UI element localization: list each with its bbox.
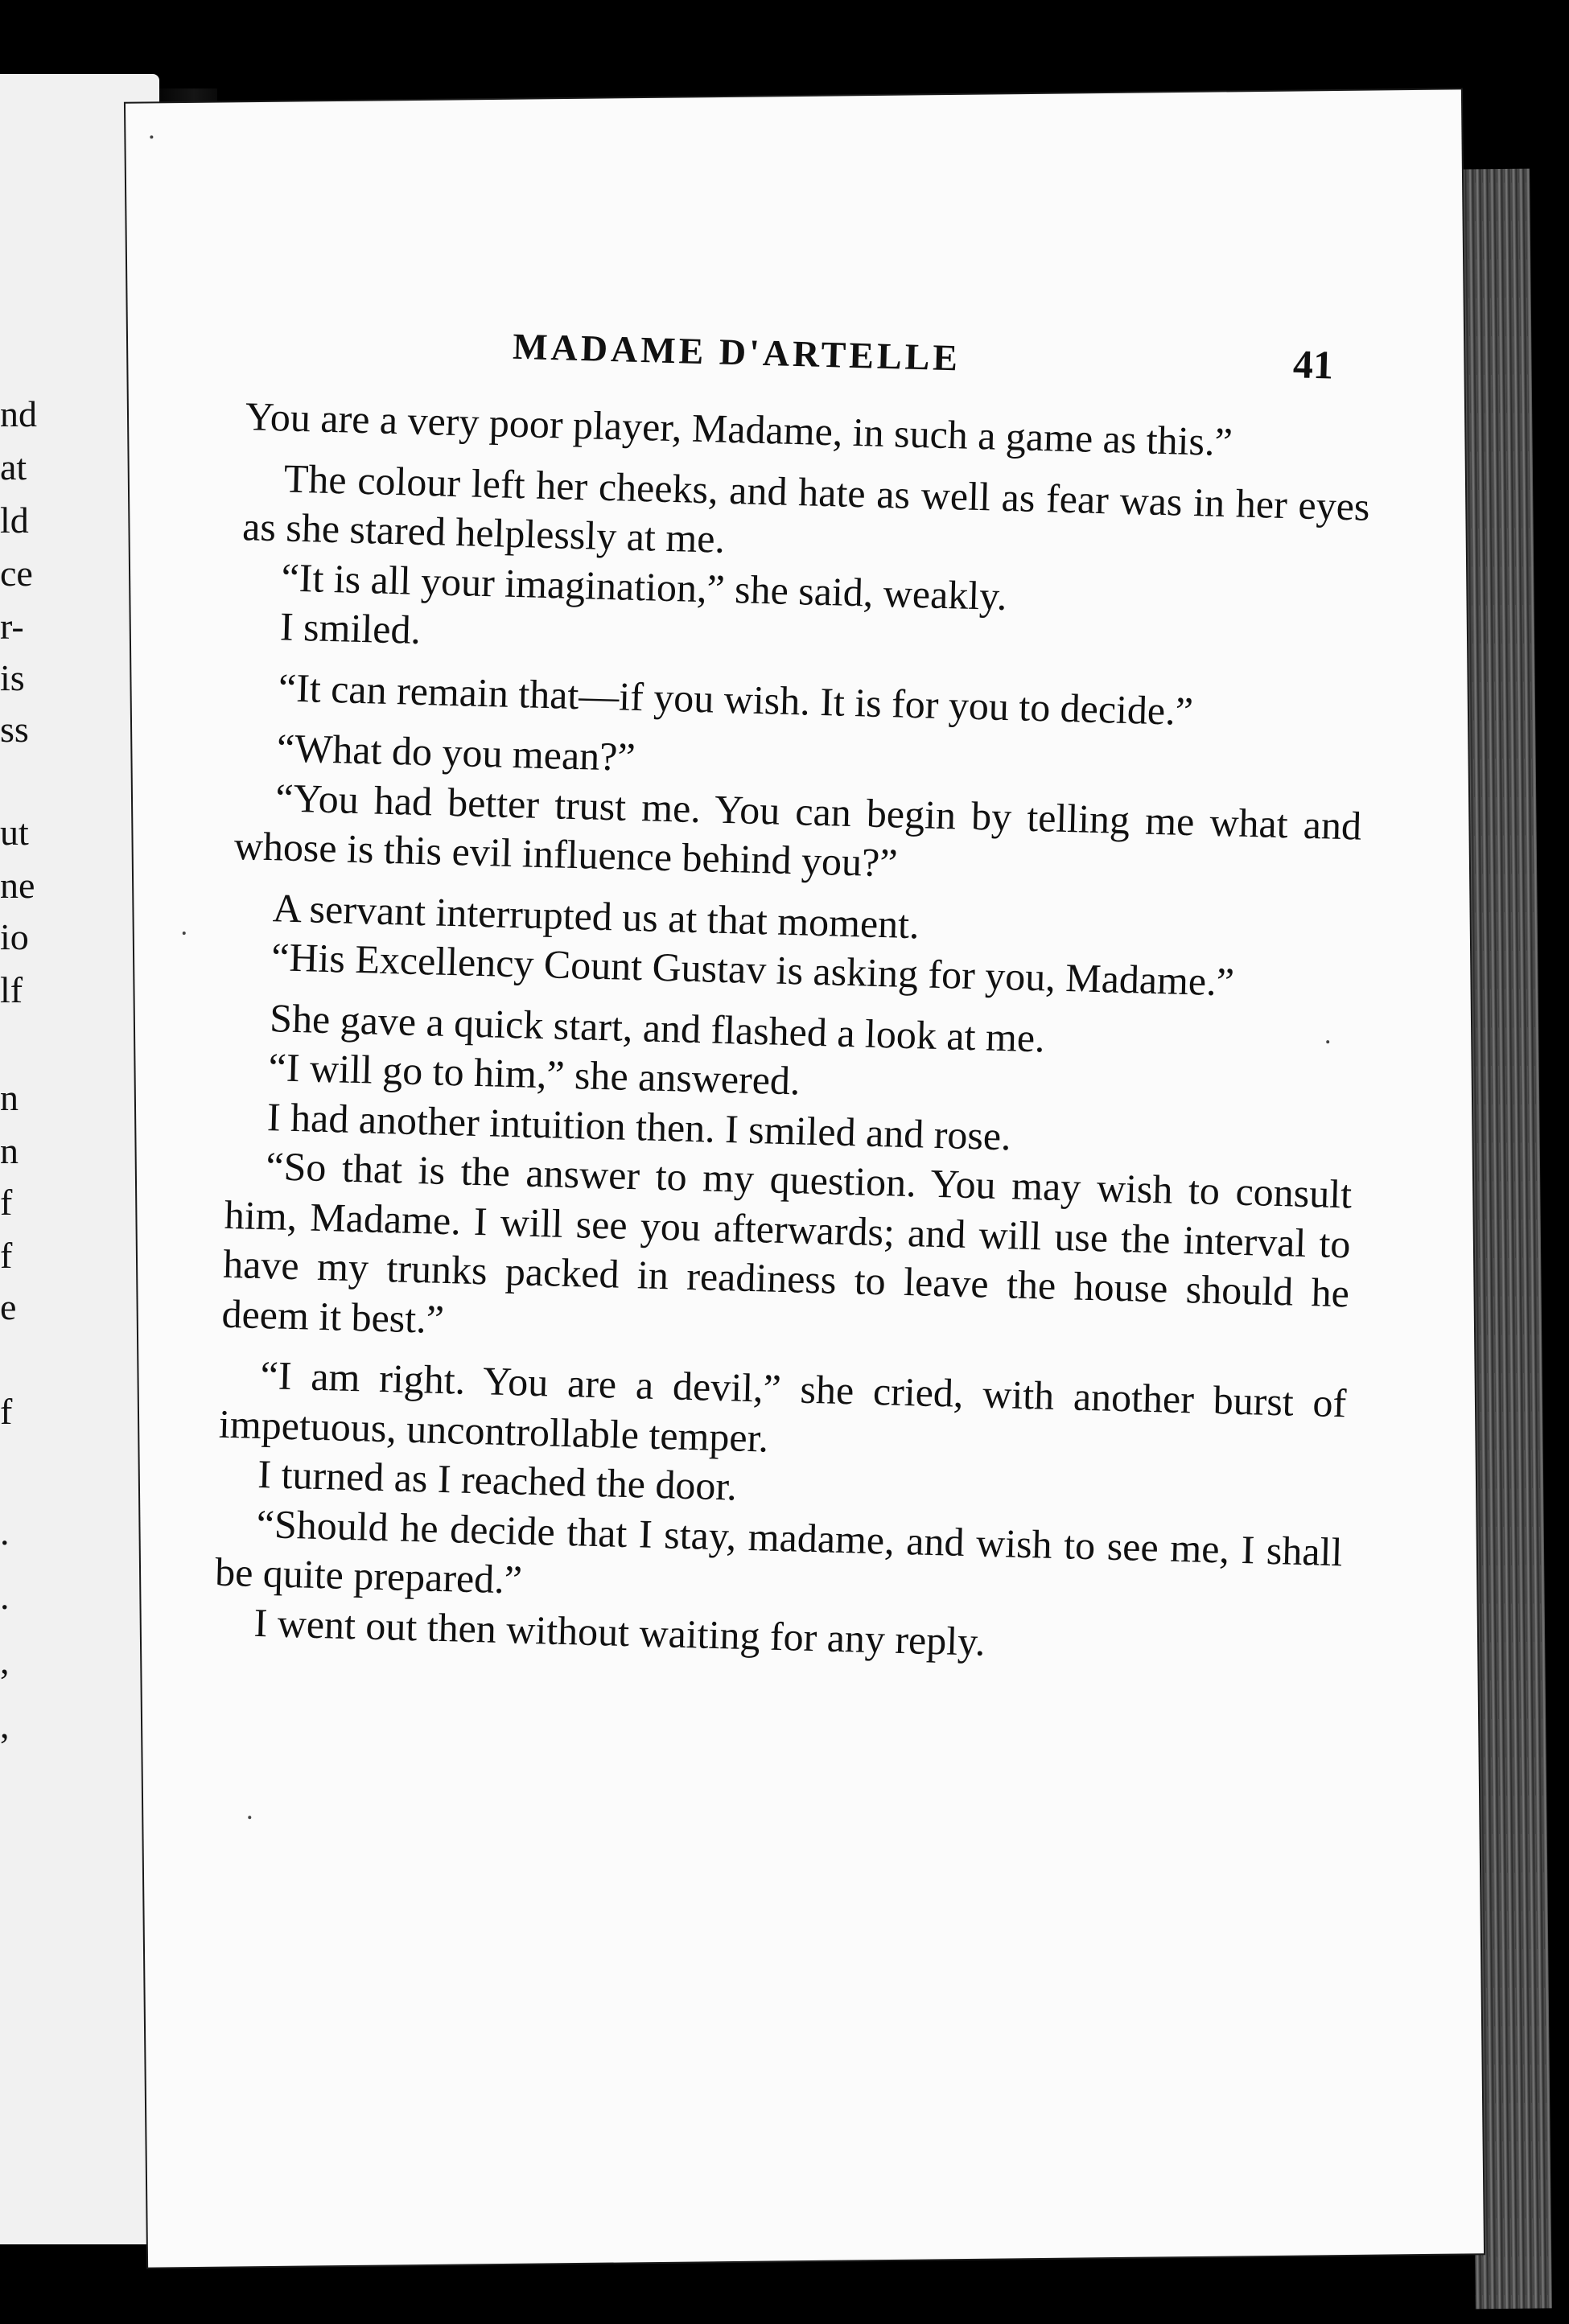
- paragraph: The colour left her cheeks, and hate as well as fear was in her eyes as she stared helplessly at me.: [241, 455, 1371, 561]
- previous-page-fragment: ,: [0, 1640, 10, 1681]
- previous-page-fragment: is: [0, 657, 25, 698]
- previous-page-fragment: ss: [0, 709, 29, 750]
- paragraph: “You had better trust me. You can begin by telling me what and whose is this evil influence behind you?”: [233, 774, 1362, 886]
- paragraph: A servant interrupted us at that moment.: [272, 884, 920, 947]
- previous-page-fragment: r-: [0, 606, 24, 647]
- paragraph: “I am right. You are a devil,” she cried, with another burst of impetuous, uncontrollable temper.: [218, 1352, 1347, 1461]
- previous-page-fragment: f: [0, 1391, 13, 1432]
- paragraph: I had another intuition then. I smiled and rose.: [266, 1093, 1012, 1158]
- page-text-block: [213, 303, 1374, 1676]
- scan-speck: [1326, 1040, 1329, 1043]
- previous-page-fragment: n: [0, 1130, 19, 1171]
- paragraph: “It is all your imagination,” she said, weakly.: [280, 553, 1008, 619]
- paragraph: I turned as I reached the door.: [257, 1451, 738, 1509]
- paragraph: “Should he decide that I stay, madame, and wish to see me, I shall be quite prepared.”: [214, 1500, 1344, 1602]
- paragraph: You are a very poor player, Madame, in such a game as this.”: [245, 393, 1233, 465]
- previous-page-fragment: ,: [0, 1705, 10, 1746]
- previous-page-fragment: e: [0, 1286, 17, 1327]
- book-page: [126, 89, 1484, 2267]
- paragraph: “I will go to him,” she answered.: [268, 1044, 801, 1104]
- page-number: 41: [1292, 341, 1334, 388]
- paragraph: “What do you mean?”: [276, 725, 636, 779]
- previous-page-fragment: at: [0, 446, 27, 487]
- previous-page-fragment: f: [0, 1235, 13, 1276]
- previous-page-fragment: ce: [0, 553, 33, 594]
- paragraph: “So that is the answer to my question. You may wish to consult him, Madame. I will see you afterwards; and will use the interval to have my trunks packed in readiness to leave the house should he deem it best.”: [220, 1143, 1353, 1342]
- previous-page-fragment: ut: [0, 812, 29, 853]
- scan-speck: [248, 1816, 251, 1819]
- paragraph: I went out then without waiting for any reply.: [253, 1599, 986, 1664]
- previous-page-fragment: lf: [0, 969, 23, 1010]
- previous-page-fragment: f: [0, 1182, 13, 1223]
- previous-page-fragment: ld: [0, 500, 29, 541]
- running-head: MADAME D'ARTELLE: [512, 325, 962, 379]
- paragraph: “His Excellency Count Gustav is asking for you, Madame.”: [270, 934, 1235, 1005]
- paragraph: She gave a quick start, and flashed a look at me.: [269, 994, 1046, 1060]
- previous-page-fragment: .: [0, 1576, 10, 1617]
- scan-speck: [183, 932, 186, 935]
- paragraph: “It can remain that—if you wish. It is for you to decide.”: [278, 664, 1194, 734]
- previous-page-fragment: .: [0, 1512, 10, 1553]
- previous-page-fragment: nd: [0, 393, 37, 434]
- scan-speck: [150, 135, 153, 138]
- previous-page-fragment: ne: [0, 865, 35, 906]
- previous-page-fragment: n: [0, 1077, 19, 1118]
- previous-page-fragment: io: [0, 916, 29, 957]
- paragraph: I smiled.: [279, 603, 422, 652]
